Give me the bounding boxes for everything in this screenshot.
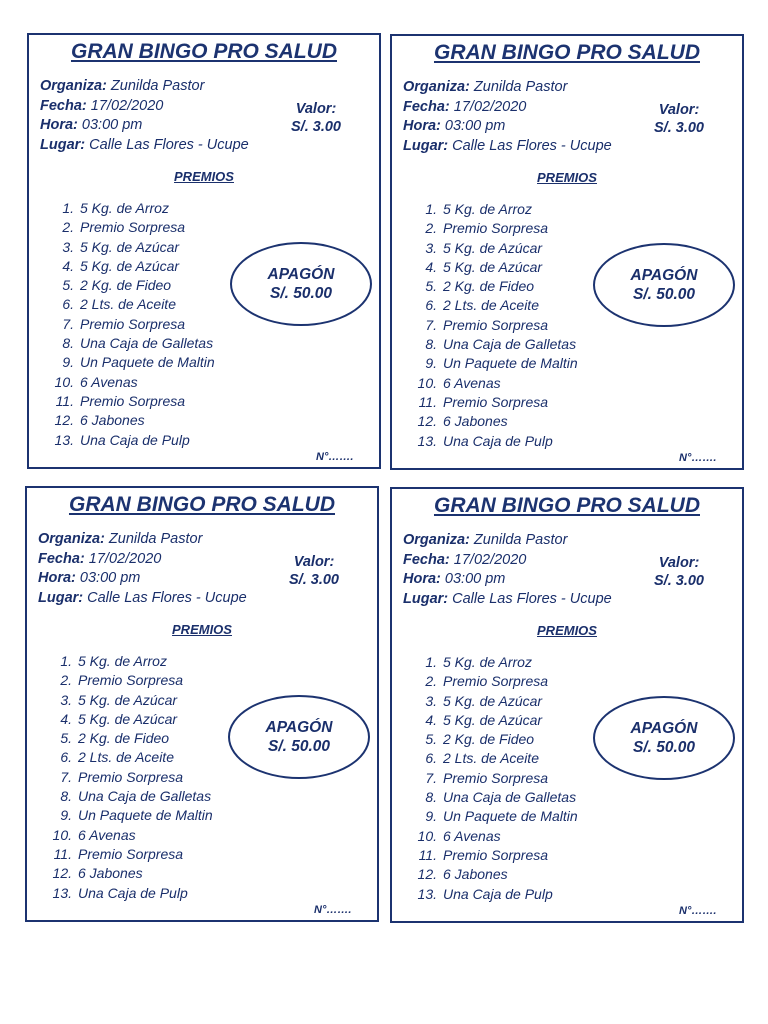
prize-number: 11. [418,846,437,863]
lugar-value: Calle Las Flores - Ucupe [452,137,612,154]
ticket-number: N°……. [316,451,354,463]
prize-text: Premio Sorpresa [78,768,184,785]
prize-item [48,748,213,767]
prize-number: 4. [425,258,437,275]
prize-text: 5 Kg. de Azúcar [78,710,178,727]
valor-amount: S/. 3.00 [654,573,704,589]
organiza-value: Zunilda Pastor [108,531,203,547]
premios-heading: PREMIOS [537,623,597,638]
prize-number: 9. [425,355,437,372]
prize-text: Una Caja de Pulp [443,885,553,902]
prize-number: 8. [60,788,72,805]
hora-value: 03:00 pm [444,118,506,134]
hora-value: 03:00 pm [79,570,141,586]
prize-number: 12. [52,865,72,882]
ticket-number: N°……. [679,905,717,917]
prize-text: Premio Sorpresa [443,673,549,690]
apagon-oval [593,243,735,327]
organiza-line [40,77,249,97]
prize-item [413,711,578,730]
prize-number: 1. [60,653,72,669]
ticket-number: N°……. [679,452,717,464]
prize-text: 6 Avenas [443,374,501,391]
prize-item [413,412,578,431]
prize-item [413,239,578,258]
fecha-value: 17/02/2020 [90,97,164,114]
fecha-line [40,97,249,117]
prize-number: 10. [54,373,74,390]
prize-number: 6. [425,297,437,314]
prize-text: 6 Jabones [443,866,508,883]
prize-text: Premio Sorpresa [80,219,186,236]
hora-label: Hora: [403,571,441,587]
ticket-number: N°……. [314,904,352,916]
prize-item [413,885,578,904]
prize-text: 5 Kg. de Azúcar [78,691,178,708]
organiza-label: Organiza: [38,531,105,547]
apagon-label: APAGÓN [265,719,333,736]
apagon-label: APAGÓN [630,720,698,737]
valor-box [282,553,346,589]
prize-number: 9. [62,354,74,371]
prize-text: 5 Kg. de Arroz [78,653,167,669]
prize-number: 5. [425,731,437,748]
prize-list [413,200,578,451]
prize-list [48,652,213,903]
prize-number: 5. [425,278,437,295]
prize-text: Premio Sorpresa [80,392,186,409]
prize-item [48,845,213,864]
prize-item [50,392,215,411]
hora-line [403,117,612,137]
prize-item [413,354,578,373]
prize-text: Una Caja de Galletas [443,789,577,806]
prize-item [413,316,578,335]
prize-item [413,432,578,451]
prize-text: 2 Lts. de Aceite [443,750,539,767]
ticket-title: GRAN BINGO PRO SALUD [433,41,700,64]
prize-item [413,296,578,315]
prize-item [48,710,213,729]
prize-item [413,730,578,749]
prize-number: 3. [62,238,74,255]
prize-text: Premio Sorpresa [78,672,184,689]
lugar-label: Lugar: [40,136,86,153]
prize-text: 2 Lts. de Aceite [78,749,174,766]
prize-item [48,768,213,787]
lugar-value: Calle Las Flores - Ucupe [89,136,249,153]
bingo-ticket-1 [27,33,381,469]
hora-value: 03:00 pm [81,117,143,133]
prize-number: 12. [54,412,74,429]
prize-item [48,864,213,883]
fecha-label: Fecha: [403,551,450,568]
prize-number: 2. [425,220,437,237]
prize-number: 6. [62,296,74,313]
prize-text: Un Paquete de Maltin [78,807,213,824]
prize-text: Una Caja de Galletas [80,335,214,352]
prize-number: 3. [60,691,72,708]
prize-item [413,807,578,826]
prize-item [413,865,578,884]
apagon-oval [230,242,372,326]
lugar-label: Lugar: [38,589,84,606]
prize-text: Un Paquete de Maltin [443,808,578,825]
bingo-ticket-2 [390,34,744,470]
prize-text: 5 Kg. de Azúcar [443,239,543,256]
fecha-value: 17/02/2020 [88,550,162,567]
prize-number: 2. [60,672,72,689]
prize-text: 5 Kg. de Arroz [443,654,532,670]
organiza-line [38,530,247,550]
prize-item [413,672,578,691]
prize-item [50,199,215,218]
prize-item [50,295,215,314]
fecha-label: Fecha: [38,550,85,567]
prize-number: 11. [55,392,74,409]
ticket-title: GRAN BINGO PRO SALUD [433,494,700,517]
prize-text: 6 Jabones [80,412,145,429]
prize-number: 4. [425,711,437,728]
prize-number: 7. [62,315,74,332]
prize-item [50,257,215,276]
prize-number: 9. [60,807,72,824]
prize-number: 3. [425,239,437,256]
prize-text: Premio Sorpresa [443,846,549,863]
prize-text: Una Caja de Pulp [443,432,553,449]
prize-item [48,652,213,671]
prize-number: 5. [60,730,72,747]
bingo-ticket-4 [390,487,744,923]
premios-heading: PREMIOS [537,170,597,185]
valor-amount: S/. 3.00 [291,119,341,135]
ticket-details [403,531,612,609]
hora-label: Hora: [38,570,76,586]
apagon-amount: S/. 50.00 [267,738,331,755]
ticket-details [40,77,249,155]
prize-text: 5 Kg. de Azúcar [80,238,180,255]
prize-number: 9. [425,808,437,825]
prize-text: Una Caja de Pulp [78,884,188,901]
prize-number: 10. [417,827,437,844]
prize-item [48,671,213,690]
prize-item [413,219,578,238]
prize-item [50,431,215,450]
prize-number: 10. [52,826,72,843]
prize-text: 6 Jabones [78,865,143,882]
prize-item [413,335,578,354]
prize-number: 5. [62,277,74,294]
prize-text: 2 Kg. de Fideo [443,731,535,748]
prize-text: 5 Kg. de Azúcar [443,692,543,709]
lugar-line [38,589,247,609]
fecha-label: Fecha: [40,97,87,114]
prize-number: 2. [62,219,74,236]
prize-number: 13. [54,431,74,448]
prize-text: 5 Kg. de Azúcar [443,258,543,275]
organiza-label: Organiza: [40,78,107,94]
prize-number: 12. [417,866,437,883]
prize-item [50,373,215,392]
prize-number: 13. [52,884,72,901]
prize-number: 13. [417,432,437,449]
prize-item [413,653,578,672]
organiza-value: Zunilda Pastor [110,78,205,94]
prize-number: 7. [425,316,437,333]
bingo-ticket-3 [25,486,379,922]
prize-item [50,353,215,372]
prize-number: 1. [425,654,437,670]
prize-text: Una Caja de Pulp [80,431,190,448]
prize-text: 5 Kg. de Azúcar [80,257,180,274]
prize-item [413,200,578,219]
fecha-line [38,550,247,570]
hora-label: Hora: [40,117,78,133]
prize-text: Una Caja de Galletas [443,336,577,353]
valor-label: Valor: [658,555,700,571]
prize-number: 4. [62,257,74,274]
prize-item [413,769,578,788]
organiza-line [403,78,612,98]
prize-text: 6 Avenas [80,373,138,390]
valor-box [647,554,711,590]
apagon-label: APAGÓN [267,266,335,283]
prize-text: 2 Lts. de Aceite [80,296,176,313]
organiza-line [403,531,612,551]
prize-item [48,884,213,903]
prize-item [50,334,215,353]
prize-number: 7. [425,769,437,786]
prize-item [48,729,213,748]
hora-line [40,116,249,136]
prize-item [48,787,213,806]
valor-amount: S/. 3.00 [289,572,339,588]
valor-box [647,101,711,137]
lugar-line [403,137,612,157]
organiza-value: Zunilda Pastor [473,79,568,95]
prize-item [413,374,578,393]
prize-number: 2. [425,673,437,690]
prize-list [50,199,215,450]
prize-number: 8. [425,336,437,353]
organiza-value: Zunilda Pastor [473,532,568,548]
prize-item [48,826,213,845]
ticket-title: GRAN BINGO PRO SALUD [68,493,335,516]
prize-text: 2 Kg. de Fideo [80,277,172,294]
organiza-label: Organiza: [403,79,470,95]
apagon-amount: S/. 50.00 [632,286,696,303]
prize-item [50,238,215,257]
apagon-label: APAGÓN [630,267,698,284]
premios-heading: PREMIOS [174,169,234,184]
apagon-oval [228,695,370,779]
valor-amount: S/. 3.00 [654,120,704,136]
prize-number: 1. [425,201,437,217]
prize-text: 6 Avenas [78,826,136,843]
prize-number: 8. [425,789,437,806]
prize-item [413,827,578,846]
apagon-amount: S/. 50.00 [269,285,333,302]
prize-number: 10. [417,374,437,391]
prize-text: 2 Kg. de Fideo [443,278,535,295]
prize-text: Premio Sorpresa [443,220,549,237]
prize-number: 8. [62,335,74,352]
organiza-label: Organiza: [403,532,470,548]
prize-text: 6 Avenas [443,827,501,844]
prize-item [413,258,578,277]
lugar-line [40,136,249,156]
prize-number: 6. [425,750,437,767]
prize-number: 3. [425,692,437,709]
lugar-line [403,590,612,610]
premios-heading: PREMIOS [172,622,232,637]
prize-item [50,276,215,295]
valor-label: Valor: [295,101,337,117]
prize-number: 11. [53,845,72,862]
prize-number: 13. [417,885,437,902]
prize-item [413,749,578,768]
prize-number: 7. [60,768,72,785]
valor-box [284,100,348,136]
fecha-value: 17/02/2020 [453,98,527,115]
lugar-value: Calle Las Flores - Ucupe [452,590,612,607]
prize-number: 6. [60,749,72,766]
prize-text: 6 Jabones [443,413,508,430]
fecha-label: Fecha: [403,98,450,115]
apagon-amount: S/. 50.00 [632,739,696,756]
prize-item [50,411,215,430]
apagon-oval [593,696,735,780]
prize-item [48,691,213,710]
prize-text: Un Paquete de Maltin [80,354,215,371]
prize-item [413,393,578,412]
prize-text: Premio Sorpresa [443,393,549,410]
hora-label: Hora: [403,118,441,134]
fecha-line [403,551,612,571]
hora-line [403,570,612,590]
prize-text: Premio Sorpresa [443,769,549,786]
prize-text: Premio Sorpresa [443,316,549,333]
lugar-label: Lugar: [403,137,449,154]
prize-number: 1. [62,200,74,216]
fecha-value: 17/02/2020 [453,551,527,568]
ticket-details [38,530,247,608]
prize-item [50,218,215,237]
ticket-title: GRAN BINGO PRO SALUD [70,40,337,63]
fecha-line [403,98,612,118]
valor-label: Valor: [658,102,700,118]
prize-text: 5 Kg. de Arroz [80,200,169,216]
prize-item [50,315,215,334]
hora-value: 03:00 pm [444,571,506,587]
prize-text: Una Caja de Galletas [78,788,212,805]
prize-number: 11. [418,393,437,410]
lugar-value: Calle Las Flores - Ucupe [87,589,247,606]
prize-text: Premio Sorpresa [78,845,184,862]
prize-item [413,788,578,807]
prize-text: 5 Kg. de Arroz [443,201,532,217]
prize-text: 2 Lts. de Aceite [443,297,539,314]
prize-item [413,692,578,711]
prize-text: Premio Sorpresa [80,315,186,332]
lugar-label: Lugar: [403,590,449,607]
prize-list [413,653,578,904]
valor-label: Valor: [293,554,335,570]
prize-item [413,846,578,865]
hora-line [38,569,247,589]
prize-number: 4. [60,710,72,727]
prize-item [48,806,213,825]
prize-number: 12. [417,413,437,430]
ticket-details [403,78,612,156]
prize-item [413,277,578,296]
prize-text: 5 Kg. de Azúcar [443,711,543,728]
prize-text: 2 Kg. de Fideo [78,730,170,747]
prize-text: Un Paquete de Maltin [443,355,578,372]
